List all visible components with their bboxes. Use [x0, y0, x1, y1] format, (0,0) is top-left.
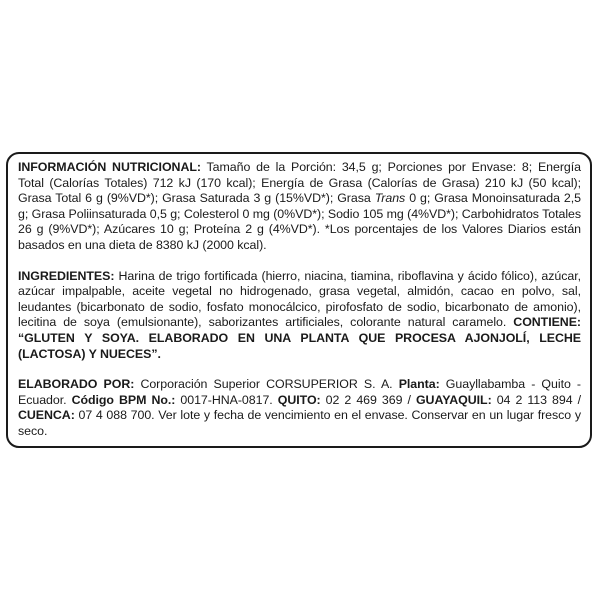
quito-phone-value: 02 2 469 369 /	[320, 392, 416, 407]
plant-label: Planta:	[398, 377, 440, 392]
cuenca-phone-and-storage: 07 4 088 700. Ver lote y fecha de vencimiento en el envase. Conservar en un lugar fresco y seco.	[18, 408, 581, 438]
nutrition-text-part-1: Tamaño de la Porción: 34,5 g; Porciones por Envase: 8; Energía Total (Calorías Totales) 712 kJ (170 kcal); Energía de Grasa (Calorías de Grasa) 210 kJ (50 kcal); Grasa Total 6 g (9%VD*); Grasa Saturada 3 g (15%VD*); Grasa	[18, 160, 581, 206]
producer-heading: ELABORADO POR:	[18, 377, 135, 392]
nutrition-heading: INFORMACIÓN NUTRICIONAL:	[18, 160, 201, 174]
bpm-code-label: Código BPM No.:	[71, 392, 176, 407]
ingredients-text: Harina de trigo fortificada (hierro, niacina, tiamina, riboflavina y ácido fólico), azúcar, azúcar impalpable, aceite vegetal no hidrogenado, grasa vegetal, almidón, cacao en polvo, sal, leudantes (bicarbonato de sodio, fosfato monocálcico, pirofosfato de sodio, bicarbonato de amonio), lecitina de soya (emulsionante), saborizantes artificiales, colorante natural caramelo.	[18, 268, 581, 330]
ingredients-heading: INGREDIENTES:	[18, 268, 115, 283]
plant-value: Guayllabamba - Quito - Ecuador.	[18, 377, 582, 407]
guayaquil-phone-label: GUAYAQUIL:	[415, 392, 492, 407]
producer-company: Corporación Superior CORSUPERIOR S. A.	[134, 377, 399, 392]
ingredients-paragraph	[18, 269, 581, 363]
nutrition-text-part-2: 0 g; Grasa Monoinsaturada 2,5 g; Grasa Poliinsaturada 0,5 g; Colesterol 0 mg (0%VD*); Sodio 105 mg (4%VD*); Carbohidratos Totales 26 g (9%VD*); Azúcares 10 g; Proteína 2 g (4%VD*). *Los porcentajes de los Valores Diarios están basados en una dieta de 8380 kJ (2000 kcal).	[18, 191, 582, 252]
product-label-panel	[6, 152, 592, 448]
nutrition-info-paragraph	[18, 160, 581, 254]
allergen-warning: CONTIENE: “GLUTEN Y SOYA. ELABORADO EN UNA PLANTA QUE PROCESA AJONJOLÍ, LECHE (LACTOSA) Y NUECES”.	[18, 315, 581, 361]
quito-phone-label: QUITO:	[277, 392, 321, 407]
guayaquil-phone-value: 04 2 113 894 /	[491, 392, 582, 407]
bpm-code-value: 0017-HNA-0817.	[175, 392, 278, 407]
cuenca-phone-label: CUENCA:	[18, 408, 75, 423]
trans-fat-word: Trans	[374, 191, 406, 206]
producer-paragraph	[18, 377, 581, 439]
